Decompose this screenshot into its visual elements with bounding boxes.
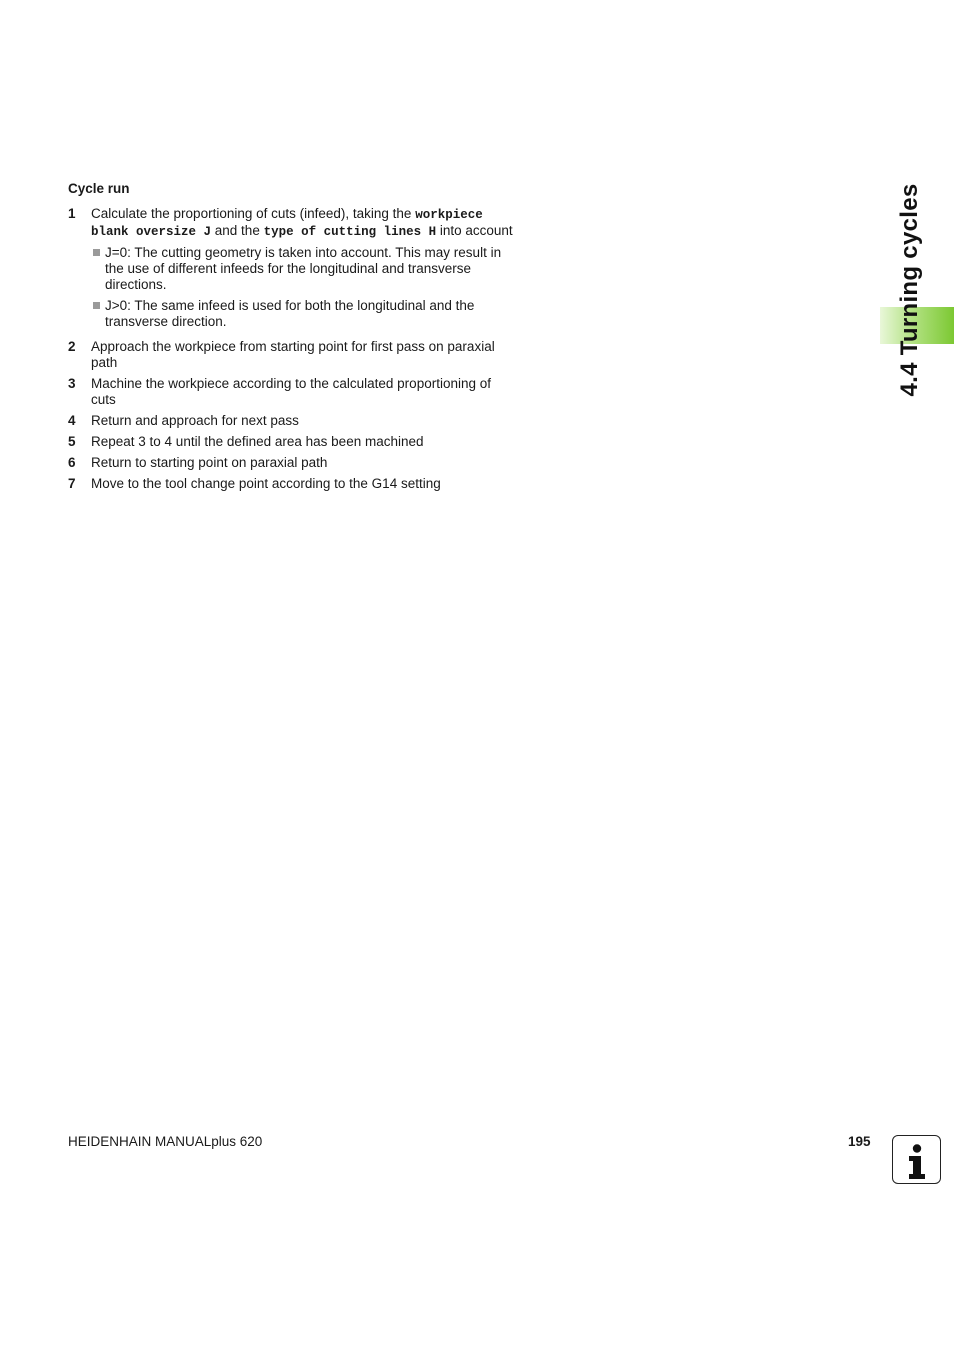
main-content bbox=[68, 180, 513, 497]
step-4 bbox=[68, 413, 513, 429]
page-number: 195 bbox=[848, 1134, 871, 1149]
step-number: 6 bbox=[68, 455, 76, 470]
bullet-item: J=0: The cutting geometry is taken into account. This may result in the use of different infeeds for the longitudinal and transverse directions. bbox=[91, 245, 513, 293]
step-number: 1 bbox=[68, 206, 76, 221]
code-parameter: type of cutting lines H bbox=[263, 225, 437, 239]
chapter-title: 4.4 Turning cycles bbox=[896, 183, 923, 397]
step-text: Move to the tool change point according to the G14 setting bbox=[91, 476, 441, 491]
step-number: 7 bbox=[68, 476, 76, 491]
section-heading: Cycle run bbox=[68, 181, 130, 196]
bullet-item: J>0: The same infeed is used for both the longitudinal and the transverse direction. bbox=[91, 298, 513, 330]
step-5 bbox=[68, 434, 513, 450]
step-7 bbox=[68, 476, 513, 492]
step-6 bbox=[68, 455, 513, 471]
code-parameter: workpiece blank oversize J bbox=[91, 208, 483, 239]
step-3 bbox=[68, 376, 513, 408]
step-text: Machine the workpiece according to the calculated proportioning of cuts bbox=[91, 376, 491, 407]
bullet-list bbox=[91, 245, 513, 330]
step-text: Repeat 3 to 4 until the defined area has been machined bbox=[91, 434, 424, 449]
step-text: Return to starting point on paraxial path bbox=[91, 455, 328, 470]
step-text: Return and approach for next pass bbox=[91, 413, 299, 428]
footer-manual-name: HEIDENHAIN MANUALplus 620 bbox=[68, 1134, 263, 1149]
info-icon bbox=[892, 1135, 941, 1184]
step-text: Approach the workpiece from starting point for first pass on paraxial path bbox=[91, 339, 495, 370]
step-number: 3 bbox=[68, 376, 76, 391]
step-list bbox=[68, 206, 513, 492]
step-number: 4 bbox=[68, 413, 76, 428]
step-text: Calculate the proportioning of cuts (infeed), taking the workpiece blank oversize J and the type of cutting lines H into account bbox=[91, 206, 513, 239]
square-bullet-icon bbox=[93, 249, 100, 256]
step-2 bbox=[68, 339, 513, 371]
step-number: 5 bbox=[68, 434, 76, 449]
square-bullet-icon bbox=[93, 302, 100, 309]
step-number: 2 bbox=[68, 339, 76, 354]
step-1 bbox=[68, 206, 513, 330]
